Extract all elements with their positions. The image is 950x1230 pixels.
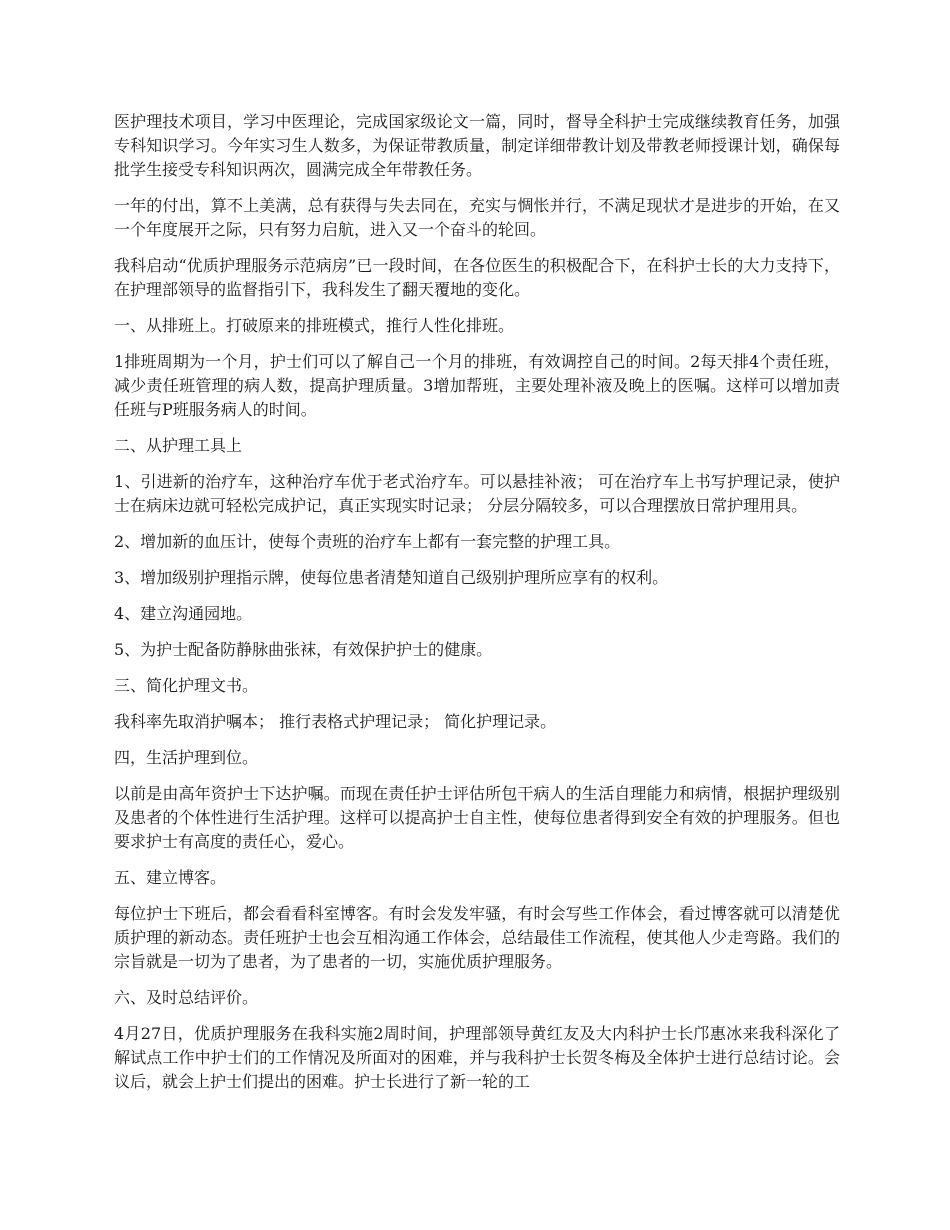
section-heading: 一、从排班上。打破原来的排班模式，推行人性化排班。 bbox=[114, 316, 515, 335]
section-heading: 二、从护理工具上 bbox=[114, 436, 243, 455]
paragraph: 我科率先取消护嘱本； 推行表格式护理记录； 简化护理记录。 bbox=[114, 712, 557, 731]
list-item: 3、增加级别护理指示牌，使每位患者清楚知道自己级别护理所应享有的权利。 bbox=[114, 568, 669, 587]
list-item: 4、建立沟通园地。 bbox=[114, 604, 253, 623]
document-page bbox=[114, 110, 840, 1106]
section-heading: 四，生活护理到位。 bbox=[114, 748, 259, 767]
paragraph: 4月27日，优质护理服务在我科实施2周时间，护理部领导黄红友及大内科护士长邝惠冰来我科深化了解试点工作中护士们的工作情况及所面对的困难，并与我科护士长贺冬梅及全体护士进行总结讨论。会议后，就会上护士们提出的困难。护士长进行了新一轮的工 bbox=[114, 1024, 840, 1091]
section-heading: 三、简化护理文书。 bbox=[114, 676, 259, 695]
paragraph: 以前是由高年资护士下达护嘱。而现在责任护士评估所包干病人的生活自理能力和病情，根据护理级别及患者的个体性进行生活护理。这样可以提高护士自主性，使每位患者得到安全有效的护理服务。但也要求护士有高度的责任心，爱心。 bbox=[114, 784, 840, 851]
paragraph: 医护理技术项目，学习中医理论，完成国家级论文一篇，同时，督导全科护士完成继续教育任务，加强专科知识学习。今年实习生人数多，为保证带教质量，制定详细带教计划及带教老师授课计划，确保每批学生接受专科知识两次，圆满完成全年带教任务。 bbox=[114, 112, 840, 179]
section-heading: 五、建立博客。 bbox=[114, 868, 227, 887]
paragraph: 每位护士下班后，都会看看科室博客。有时会发发牢骚，有时会写些工作体会，看过博客就可以清楚优质护理的新动态。责任班护士也会互相沟通工作体会，总结最佳工作流程，使其他人少走弯路。我们的宗旨就是一切为了患者，为了患者的一切，实施优质护理服务。 bbox=[114, 904, 840, 971]
paragraph: 一年的付出，算不上美满，总有获得与失去同在，充实与惆怅并行，不满足现状才是进步的开始，在又一个年度展开之际，只有努力启航，进入又一个奋斗的轮回。 bbox=[114, 196, 840, 239]
section-heading: 六、及时总结评价。 bbox=[114, 988, 259, 1007]
paragraph: 1排班周期为一个月，护士们可以了解自己一个月的排班，有效调控自己的时间。2每天排4个责任班，减少责任班管理的病人数，提高护理质量。3增加帮班，主要处理补液及晚上的医嘱。这样可以增加责任班与P班服务病人的时间。 bbox=[114, 352, 840, 419]
list-item: 1、引进新的治疗车，这种治疗车优于老式治疗车。可以悬挂补液； 可在治疗车上书写护理记录，使护士在病床边就可轻松完成护记，真正实现实时记录； 分层分隔较多，可以合理摆放日常护理用具。 bbox=[114, 472, 840, 515]
paragraph: 我科启动“优质护理服务示范病房”已一段时间，在各位医生的积极配合下，在科护士长的大力支持下，在护理部领导的监督指引下，我科发生了翻天覆地的变化。 bbox=[114, 256, 840, 299]
list-item: 5、为护士配备防静脉曲张袜，有效保护护士的健康。 bbox=[114, 640, 493, 659]
list-item: 2、增加新的血压计，使每个责班的治疗车上都有一套完整的护理工具。 bbox=[114, 532, 621, 551]
